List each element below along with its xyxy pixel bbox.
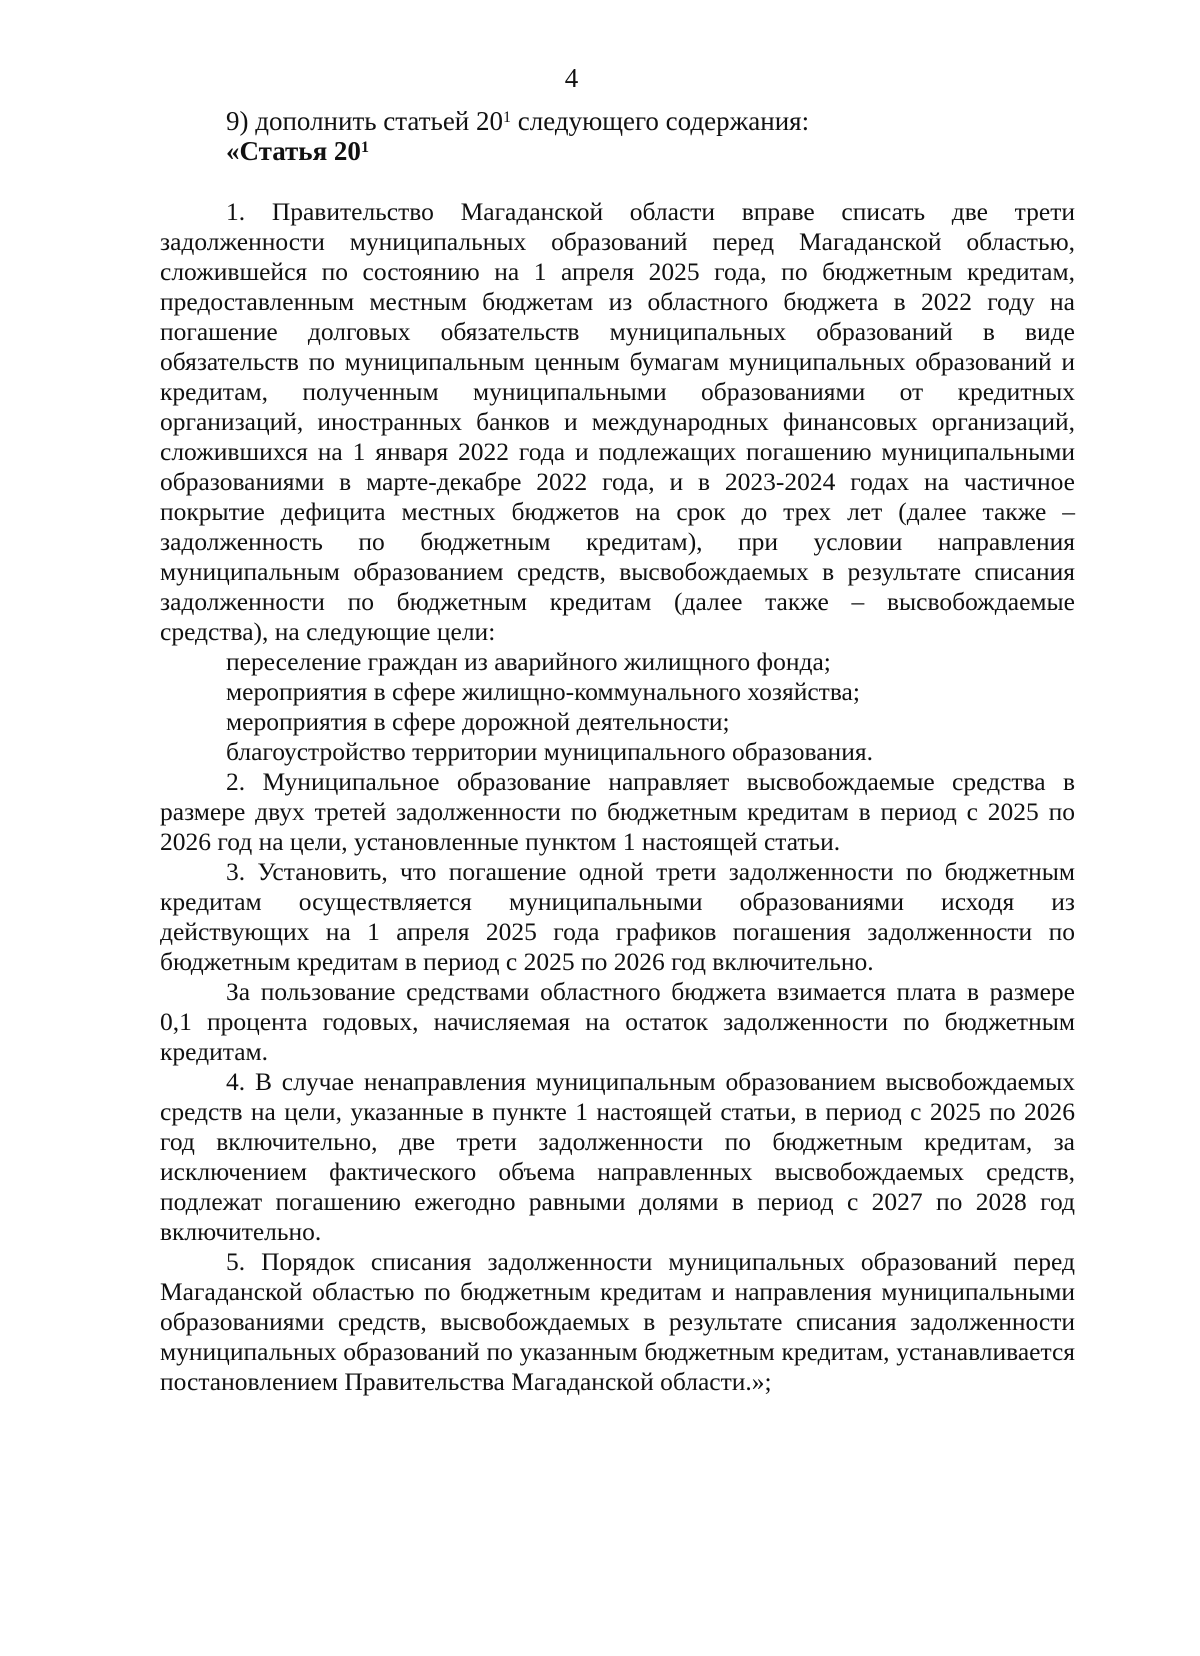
article-title-text: «Статья 20 xyxy=(226,136,361,166)
purpose-item: мероприятия в сфере жилищно-коммунального хозяйства; xyxy=(226,677,860,706)
purpose-item: мероприятия в сфере дорожной деятельности; xyxy=(226,707,730,736)
paragraph-3-fee: За пользование средствами областного бюджета взимается плата в размере 0,1 процента годовых, начисляемая на остаток задолженности по бюджетным кредитам. xyxy=(160,977,1075,1066)
paragraph-3: 3. Установить, что погашение одной трети задолженности по бюджетным кредитам осуществляется муниципальными образованиями исходя из действующих на 1 апреля 2025 года графиков погашения задолженности по бюджетным кредитам в период с 2025 по 2026 год включительно. xyxy=(160,857,1075,976)
paragraph-1: 1. Правительство Магаданской области вправе списать две трети задолженности муниципальных образований перед Магаданской областью, сложившейся по состоянию на 1 апреля 2025 года, по бюджетным кредитам, предоставленным местным бюджетам из областного бюджета в 2022 году на погашение долговых обязательств муниципальных образований в виде обязательств по муниципальным ценным бумагам муниципальных образований и кредитам, полученным муниципальными образованиями от кредитных организаций, иностранных банков и международных финансовых организаций, сложившихся на 1 января 2022 года и подлежащих погашению муниципальными образованиями в марте-декабре 2022 года, и в 2023-2024 годах на частичное покрытие дефицита местных бюджетов на срок до трех лет (далее также – задолженность по бюджетным кредитам), при условии направления муниципальным образованием средств, высвобождаемых в результате списания задолженности по бюджетным кредитам (далее также – высвобождаемые средства), на следующие цели: xyxy=(160,197,1075,646)
superscript: 1 xyxy=(503,109,512,126)
amendment-intro-line xyxy=(226,106,1086,136)
paragraph-4: 4. В случае ненаправления муниципальным образованием высвобождаемых средств на цели, указанные в пункте 1 настоящей статьи, в период с 2025 по 2026 год включительно, две трети задолженности по бюджетным кредитам, за исключением фактического объема направленных высвобождаемых средств, подлежат погашению ежегодно равными долями в период с 2027 по 2028 год включительно. xyxy=(160,1067,1075,1246)
purpose-item: благоустройство территории муниципального образования. xyxy=(226,737,873,766)
superscript: 1 xyxy=(360,139,369,156)
amendment-header xyxy=(226,106,1086,166)
page-number: 4 xyxy=(564,63,579,93)
paragraph-5: 5. Порядок списания задолженности муниципальных образований перед Магаданской областью по бюджетным кредитам и направления муниципальными образованиями средств, высвобождаемых в результате списания задолженности муниципальных образований по указанным бюджетным кредитам, устанавливается постановлением Правительства Магаданской области.»; xyxy=(160,1247,1075,1396)
article-body xyxy=(160,197,1075,1397)
amendment-intro-text: 9) дополнить статьей 20 xyxy=(226,106,504,136)
paragraph-2: 2. Муниципальное образование направляет высвобождаемые средства в размере двух третей задолженности по бюджетным кредитам в период с 2025 по 2026 год на цели, установленные пунктом 1 настоящей статьи. xyxy=(160,767,1075,856)
article-title xyxy=(226,136,1086,166)
purpose-item: переселение граждан из аварийного жилищного фонда; xyxy=(226,647,831,676)
amendment-intro-tail: следующего содержания: xyxy=(511,106,810,136)
